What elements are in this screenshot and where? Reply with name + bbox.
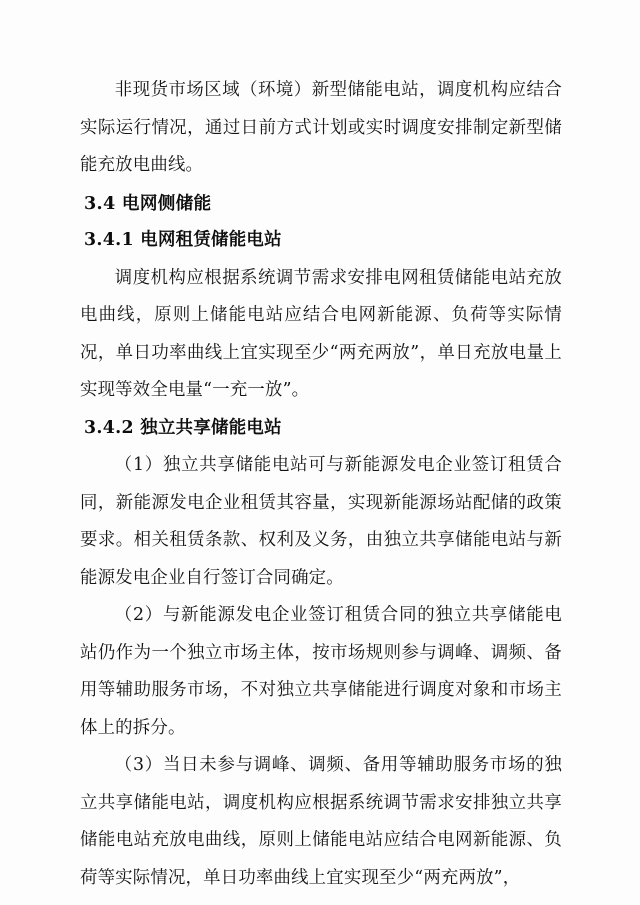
heading-grid-side-storage-wrap: [80, 185, 562, 223]
subheading-independent-shared-storage: 3.4.2 独立共享储能电站: [84, 417, 282, 438]
paragraph-item-1: （1）独立共享储能电站可与新能源发电企业签订租赁合同，新能源发电企业租赁其容量，实现新能源场站配储的政策要求。相关租赁条款、权利及义务，由独立共享储能电站与新能源发电企业自行签订合同确定。: [80, 455, 562, 588]
paragraph-item-2: （2）与新能源发电企业签订租赁合同的独立共享储能电站仍作为一个独立市场主体，按市场规则参与调峰、调频、备用等辅助服务市场，不对独立共享储能进行调度对象和市场主体上的拆分。: [80, 605, 562, 738]
subheading-independent-shared-storage-wrap: [80, 410, 562, 448]
heading-grid-side-storage: 3.4 电网侧储能: [84, 192, 212, 214]
subheading-grid-leased-storage: 3.4.1 电网租赁储能电站: [84, 230, 282, 250]
subheading-grid-leased-storage-wrap: [80, 222, 562, 260]
paragraph-item-3: （3）当日未参与调峰、调频、备用等辅助服务市场的独立共享储能电站，调度机构应根据系统调节需求安排独立共享储能电站充放电曲线，原则上储能电站应结合电网新能源、负荷等实际情况，单日功率曲线上宜实现至少“两充两放”，: [80, 755, 562, 888]
document-body: [80, 72, 562, 897]
paragraph-grid-leased-storage-body: 调度机构应根据系统调节需求安排电网租赁储能电站充放电曲线，原则上储能电站应结合电网新能源、负荷等实际情况，单日功率曲线上宜实现至少“两充两放”，单日充放电量上实现等效全电量“一充一放”。: [80, 267, 562, 400]
paragraph-non-spot-market: 非现货市场区域（环境）新型储能电站，调度机构应结合实际运行情况，通过日前方式计划或实时调度安排制定新型储能充放电曲线。: [80, 80, 562, 175]
